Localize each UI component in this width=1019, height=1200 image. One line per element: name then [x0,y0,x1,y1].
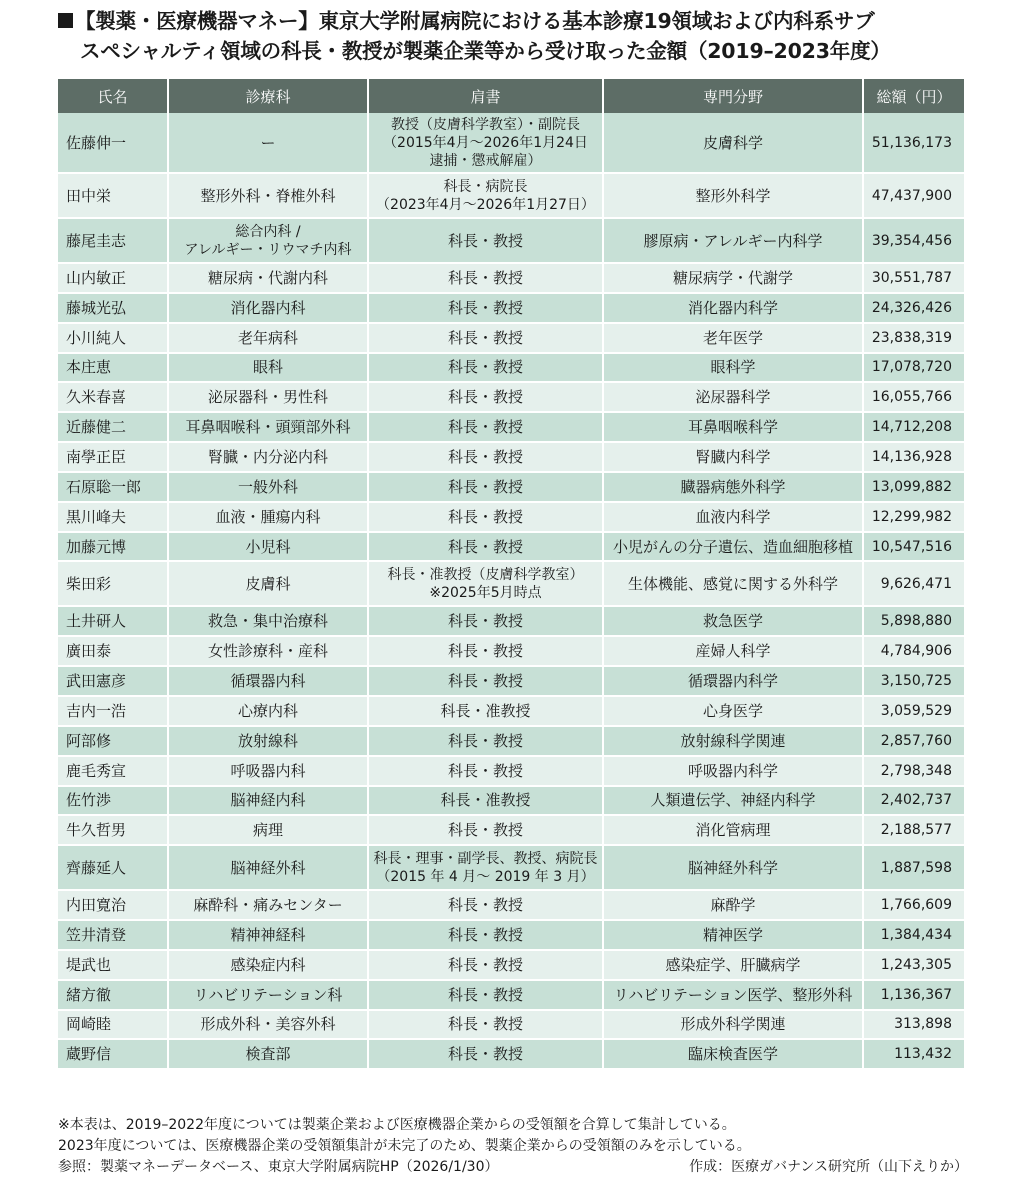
cell-department-line: 女性診療科・産科 [207,642,328,661]
cell-department-line: ー [260,133,276,152]
cell-position-line: ※2025年5月時点 [429,584,542,601]
table-row [58,173,964,218]
cell-specialty [603,472,863,502]
cell-position-line: （2015 年 4 月～ 2019 年 3 月） [376,868,595,885]
cell-position [368,980,603,1010]
cell-department-line: 脳神経内科 [230,791,306,810]
cell-position-line: 科長・准教授 [440,701,531,720]
cell-specialty-line: 精神医学 [702,925,763,944]
cell-position [368,950,603,980]
cell-department-line: 循環器内科 [230,672,306,691]
cell-total-amount: 2,798,348 [863,756,964,786]
cell-department-line: 放射線科 [237,731,298,750]
cell-position [368,815,603,845]
cell-position [368,263,603,293]
table-row [58,950,964,980]
cell-specialty [603,412,863,442]
cell-department-line: 脳神経外科 [230,858,306,877]
cell-specialty-line: 臓器病態外科学 [680,477,786,496]
title-line-2: スペシャルティ領域の科長・教授が製薬企業等から受け取った金額（2019–2023年度） [80,39,891,63]
cell-total-amount: 12,299,982 [863,502,964,532]
cell-position [368,1039,603,1069]
cell-department-line: 病理 [252,821,283,840]
cell-name: 阿部修 [58,726,168,756]
cell-name: 鹿毛秀宣 [58,756,168,786]
cell-department-line: 皮膚科 [245,574,291,593]
table-header-row [58,79,964,113]
cell-position-line: 科長・教授 [447,896,523,915]
cell-position [368,412,603,442]
cell-department-line: 麻酔科・痛みセンター [193,896,343,915]
column-header-department: 診療科 [168,79,368,113]
cell-department [168,980,368,1010]
table-row [58,890,964,920]
table-row [58,412,964,442]
cell-department [168,113,368,173]
cell-department [168,412,368,442]
cell-department [168,263,368,293]
title-line-1: 【製薬・医療機器マネー】東京大学附属病院における基本診療19領域および内科系サブ [58,6,978,36]
cell-specialty-line: 救急医学 [702,612,763,631]
column-header-name: 氏名 [58,79,168,113]
cell-specialty [603,980,863,1010]
cell-specialty [603,890,863,920]
cell-position-line: 科長・理事・副学長、教授、病院長 [373,850,598,867]
cell-specialty-line: 泌尿器科学 [695,388,771,407]
cell-total-amount: 3,059,529 [863,696,964,726]
table-row [58,472,964,502]
cell-position-line: 科長・教授 [447,985,523,1004]
cell-specialty [603,442,863,472]
cell-department [168,726,368,756]
cell-total-amount: 1,243,305 [863,950,964,980]
cell-specialty-line: 老年医学 [702,328,763,347]
table-row [58,920,964,950]
cell-specialty [603,293,863,323]
cell-total-amount: 14,136,928 [863,442,964,472]
cell-specialty [603,561,863,606]
cell-name: 石原聡一郎 [58,472,168,502]
column-header-position: 肩書 [368,79,603,113]
cell-specialty [603,666,863,696]
cell-name: 山内敏正 [58,263,168,293]
table-row [58,666,964,696]
cell-specialty-line: 眼科学 [710,358,756,377]
cell-department [168,606,368,636]
cell-position-line: 科長・教授 [447,268,523,287]
cell-total-amount: 14,712,208 [863,412,964,442]
cell-department-line: 腎臓・内分泌内科 [207,447,328,466]
cell-department-line: リハビリテーション科 [193,985,343,1004]
cell-specialty-line: 脳神経外科学 [687,858,778,877]
cell-position-line: 科長・病院長 [443,178,528,195]
cell-position-line: 科長・教授 [447,1015,523,1034]
cell-position-line: 科長・准教授 [440,791,531,810]
table-row [58,756,964,786]
cell-name: 蔵野信 [58,1039,168,1069]
cell-department-line: 耳鼻咽喉科・頭頸部外科 [185,418,351,437]
cell-department [168,636,368,666]
cell-specialty [603,532,863,562]
cell-specialty [603,636,863,666]
cell-position-line: 科長・教授 [447,231,523,250]
cell-department-line: 整形外科・脊椎外科 [200,186,336,205]
cell-department-line: 眼科 [252,358,283,377]
cell-specialty-line: 小児がんの分子遺伝、造血細胞移植 [612,537,853,556]
table-row [58,845,964,890]
cell-position-line: 科長・教授 [447,537,523,556]
table-row [58,561,964,606]
table-row [58,293,964,323]
cell-name: 武田憲彦 [58,666,168,696]
cell-total-amount: 30,551,787 [863,263,964,293]
cell-specialty-line: 呼吸器内科学 [687,761,778,780]
cell-specialty [603,726,863,756]
cell-name: 齊藤延人 [58,845,168,890]
cell-specialty [603,382,863,412]
cell-position-line: 科長・教授 [447,925,523,944]
cell-department-line: 呼吸器内科 [230,761,306,780]
table-row [58,218,964,263]
cell-name: 内田寛治 [58,890,168,920]
cell-position [368,920,603,950]
cell-position-line: 科長・教授 [447,358,523,377]
table-row [58,113,964,173]
cell-position [368,173,603,218]
cell-position [368,353,603,383]
cell-specialty [603,815,863,845]
table-row [58,980,964,1010]
cell-department-line: 形成外科・美容外科 [200,1015,336,1034]
cell-specialty-line: 心身医学 [702,701,763,720]
cell-specialty-line: 放射線科学関連 [680,731,786,750]
cell-total-amount: 3,150,725 [863,666,964,696]
cell-position-line: 科長・教授 [447,447,523,466]
cell-specialty [603,1010,863,1040]
table-row [58,323,964,353]
cell-department-line: 老年病科 [237,328,298,347]
cell-position [368,561,603,606]
cell-total-amount: 17,078,720 [863,353,964,383]
table-row [58,815,964,845]
cell-total-amount: 24,326,426 [863,293,964,323]
cell-specialty-line: 整形外科学 [695,186,771,205]
cell-position [368,890,603,920]
cell-department [168,666,368,696]
cell-specialty [603,353,863,383]
cell-total-amount: 1,136,367 [863,980,964,1010]
column-header-specialty: 専門分野 [603,79,863,113]
cell-position [368,606,603,636]
cell-department-line: 血液・腫瘍内科 [215,507,321,526]
cell-position-line: 科長・教授 [447,672,523,691]
cell-position [368,323,603,353]
cell-department [168,1039,368,1069]
cell-department [168,472,368,502]
cell-department-line: 総合内科 / [235,223,301,240]
cell-total-amount: 4,784,906 [863,636,964,666]
cell-department-line: 消化器内科 [230,298,306,317]
cell-position [368,382,603,412]
cell-position [368,532,603,562]
cell-position-line: 科長・教授 [447,612,523,631]
cell-name: 堤武也 [58,950,168,980]
cell-department-line: 心療内科 [237,701,298,720]
cell-department-line: 糖尿病・代謝内科 [207,268,328,287]
cell-total-amount: 13,099,882 [863,472,964,502]
cell-department [168,696,368,726]
cell-name: 岡崎睦 [58,1010,168,1040]
cell-name: 近藤健二 [58,412,168,442]
cell-department [168,382,368,412]
cell-position-line: （2015年4月～2026年1月24日 [383,134,588,151]
cell-total-amount: 1,766,609 [863,890,964,920]
note-line-2: 2023年度については、医療機器企業の受領額集計が未完了のため、製薬企業からの受領額のみを示している。 [58,1138,751,1154]
cell-position-line: 科長・教授 [447,955,523,974]
cell-specialty [603,502,863,532]
black-square-icon [58,13,73,28]
cell-department-line: 精神神経科 [230,925,306,944]
cell-total-amount: 10,547,516 [863,532,964,562]
cell-specialty-line: 感染症学、肝臓病学 [665,955,801,974]
cell-total-amount: 23,838,319 [863,323,964,353]
cell-position-line: 科長・教授 [447,642,523,661]
table-row [58,696,964,726]
cell-position [368,293,603,323]
cell-position-line: 科長・教授 [447,298,523,317]
cell-specialty [603,606,863,636]
cell-position-line: 科長・教授 [447,761,523,780]
table-row [58,1010,964,1040]
table-row [58,502,964,532]
cell-position-line: 科長・教授 [447,507,523,526]
cell-specialty [603,950,863,980]
table-row [58,532,964,562]
cell-total-amount: 1,887,598 [863,845,964,890]
cell-department-line: 感染症内科 [230,955,306,974]
cell-position-line: 教授（皮膚科学教室）・副院長 [391,116,580,133]
cell-total-amount: 51,136,173 [863,113,964,173]
cell-name: 廣田泰 [58,636,168,666]
cell-specialty-line: 人類遺伝学、神経内科学 [650,791,816,810]
cell-position [368,666,603,696]
cell-department-line: 検査部 [245,1045,291,1064]
cell-position [368,726,603,756]
payments-table [58,79,964,1070]
cell-specialty-line: 循環器内科学 [687,672,778,691]
cell-position-line: 科長・教授 [447,821,523,840]
cell-specialty [603,218,863,263]
cell-department-line: 泌尿器科・男性科 [207,388,328,407]
cell-position-line: 科長・教授 [447,418,523,437]
cell-position [368,786,603,816]
table-row [58,636,964,666]
note-line-1: ※本表は、2019–2022年度については製薬企業および医療機器企業からの受領額を合算して集計している。 [58,1117,736,1133]
cell-specialty [603,920,863,950]
cell-specialty-line: 形成外科学関連 [680,1015,786,1034]
table-row [58,606,964,636]
cell-specialty-line: 耳鼻咽喉科学 [687,418,778,437]
cell-total-amount: 9,626,471 [863,561,964,606]
cell-position [368,756,603,786]
cell-specialty-line: 膠原病・アレルギー内科学 [643,231,823,250]
cell-specialty-line: 産婦人科学 [695,642,771,661]
table-row [58,353,964,383]
cell-specialty-line: 消化管病理 [695,821,771,840]
cell-name: 本庄恵 [58,353,168,383]
cell-specialty [603,696,863,726]
cell-department [168,756,368,786]
cell-total-amount: 16,055,766 [863,382,964,412]
cell-specialty-line: 糖尿病学・代謝学 [672,268,793,287]
cell-position [368,696,603,726]
cell-name: 笠井清登 [58,920,168,950]
cell-specialty [603,173,863,218]
table-row [58,1039,964,1069]
cell-specialty-line: 麻酔学 [710,896,756,915]
cell-position [368,472,603,502]
cell-position-line: 科長・教授 [447,1045,523,1064]
cell-total-amount: 39,354,456 [863,218,964,263]
cell-department [168,815,368,845]
cell-department [168,845,368,890]
table-row [58,382,964,412]
cell-department [168,218,368,263]
cell-department-line: 小児科 [245,537,291,556]
cell-specialty-line: 臨床検査医学 [687,1045,778,1064]
cell-total-amount: 1,384,434 [863,920,964,950]
table-row [58,263,964,293]
cell-total-amount: 47,437,900 [863,173,964,218]
cell-department [168,532,368,562]
cell-specialty [603,263,863,293]
cell-specialty [603,113,863,173]
cell-name: 久米春喜 [58,382,168,412]
cell-specialty [603,756,863,786]
cell-name: 加藤元博 [58,532,168,562]
cell-position [368,502,603,532]
cell-position [368,113,603,173]
cell-department [168,1010,368,1040]
cell-total-amount: 2,188,577 [863,815,964,845]
column-header-total-amount: 総額（円） [863,79,964,113]
cell-name: 南學正臣 [58,442,168,472]
cell-department [168,442,368,472]
cell-specialty [603,786,863,816]
cell-department [168,786,368,816]
cell-position-line: （2023年4月～2026年1月27日） [376,196,595,213]
table-row [58,786,964,816]
cell-specialty-line: 生体機能、感覚に関する外科学 [627,574,838,593]
cell-total-amount: 113,432 [863,1039,964,1069]
cell-name: 吉内一浩 [58,696,168,726]
cell-specialty [603,1039,863,1069]
cell-name: 小川純人 [58,323,168,353]
credits-row [58,1157,988,1178]
cell-name: 田中栄 [58,173,168,218]
cell-position [368,1010,603,1040]
cell-position [368,442,603,472]
table-row [58,442,964,472]
cell-position [368,845,603,890]
cell-specialty [603,845,863,890]
cell-name: 佐竹渉 [58,786,168,816]
cell-position-line: 科長・教授 [447,328,523,347]
cell-total-amount: 5,898,880 [863,606,964,636]
cell-name: 黒川峰夫 [58,502,168,532]
cell-total-amount: 2,402,737 [863,786,964,816]
cell-position-line: 科長・教授 [447,477,523,496]
cell-department [168,920,368,950]
cell-total-amount: 313,898 [863,1010,964,1040]
cell-department [168,561,368,606]
table-body [58,113,964,1069]
cell-position-line: 逮捕・懲戒解雇） [429,152,542,169]
cell-department [168,353,368,383]
cell-department [168,173,368,218]
cell-position [368,218,603,263]
cell-department [168,890,368,920]
author-credit: 作成：医療ガバナンス研究所（山下えりか） [689,1159,968,1175]
table-row [58,726,964,756]
cell-position [368,636,603,666]
cell-name: 緒方徹 [58,980,168,1010]
cell-department [168,950,368,980]
cell-specialty-line: 消化器内科学 [687,298,778,317]
cell-position-line: 科長・准教授（皮膚科学教室） [387,566,584,583]
cell-name: 柴田彩 [58,561,168,606]
cell-department [168,323,368,353]
cell-position-line: 科長・教授 [447,731,523,750]
cell-total-amount: 2,857,760 [863,726,964,756]
cell-specialty-line: 腎臓内科学 [695,447,771,466]
cell-position-line: 科長・教授 [447,388,523,407]
table-title [58,6,978,66]
cell-department-line: アレルギー・リウマチ内科 [184,241,352,258]
cell-name: 土井研人 [58,606,168,636]
cell-name: 牛久哲男 [58,815,168,845]
cell-department-line: 一般外科 [237,477,298,496]
cell-department [168,293,368,323]
cell-department [168,502,368,532]
cell-specialty-line: 血液内科学 [695,507,771,526]
cell-name: 佐藤伸一 [58,113,168,173]
cell-department-line: 救急・集中治療科 [207,612,328,631]
cell-name: 藤城光弘 [58,293,168,323]
footnotes [58,1115,988,1178]
cell-specialty-line: リハビリテーション医学、整形外科 [613,985,853,1004]
cell-name: 藤尾圭志 [58,218,168,263]
source-credit: 参照：製薬マネーデータベース、東京大学附属病院HP（2026/1/30） [58,1159,499,1175]
cell-specialty [603,323,863,353]
cell-specialty-line: 皮膚科学 [702,133,763,152]
